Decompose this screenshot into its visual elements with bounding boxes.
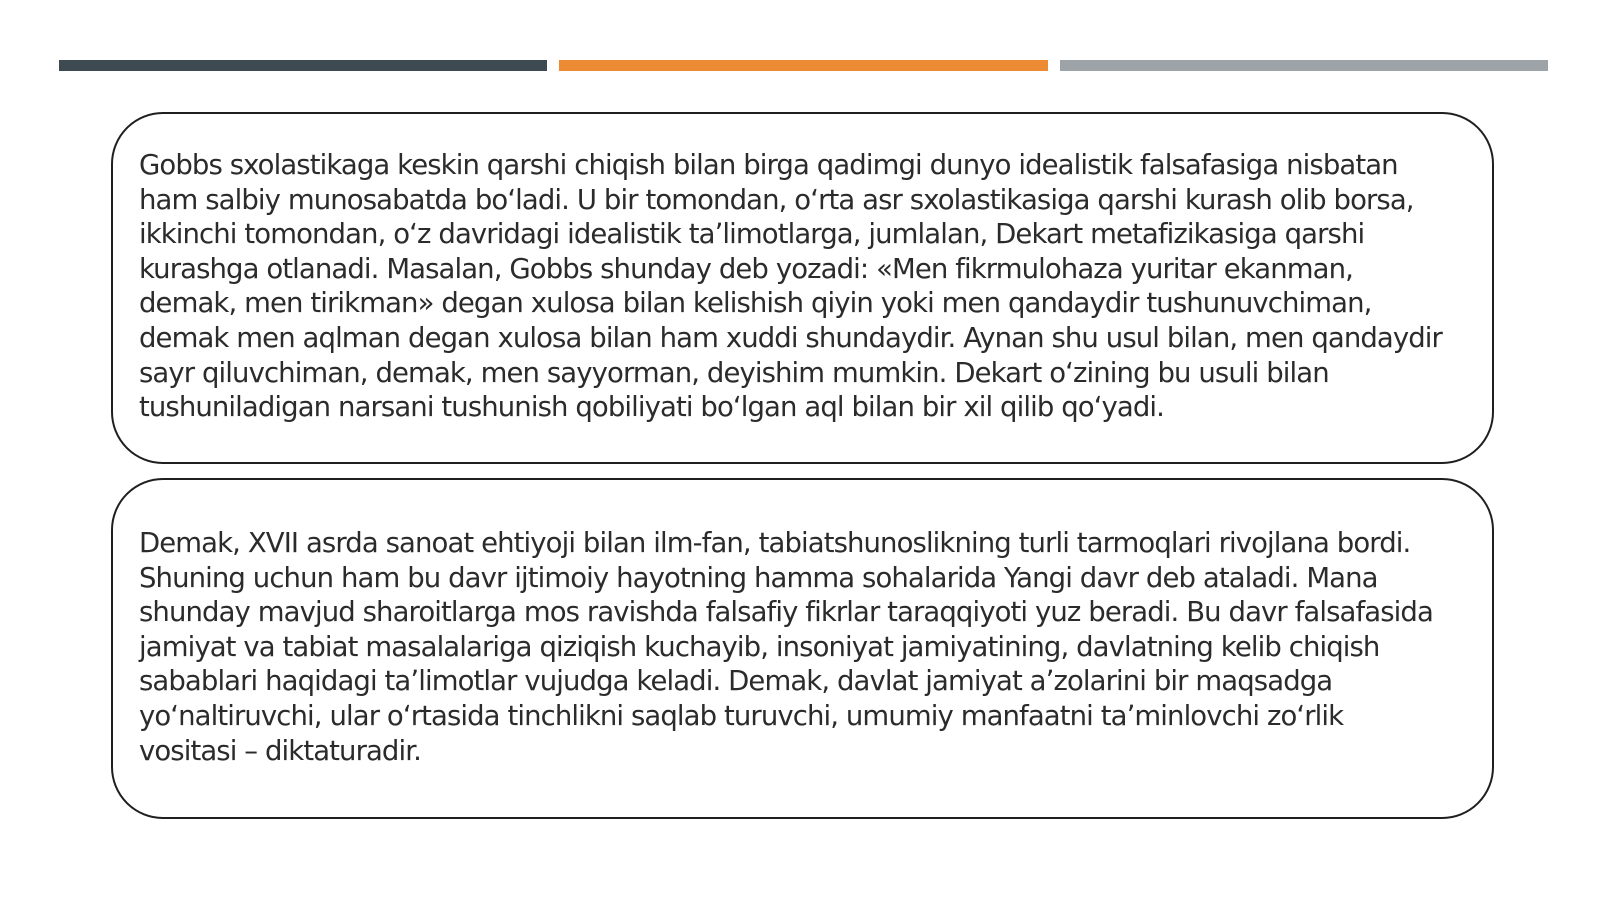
decorative-bar-gray <box>1060 60 1548 71</box>
text-box-gobbs <box>111 112 1494 464</box>
decorative-bar-dark <box>59 60 547 71</box>
decorative-bar-orange <box>559 60 1048 71</box>
text-box-xvii-century <box>111 478 1494 819</box>
paragraph-xvii-century: Demak, XVII asrda sanoat ehtiyoji bilan ilm-fan, tabiatshunoslikning turli tarmoqlari rivojlana bordi. Shuning uchun ham bu davr ijtimoiy hayotning hamma sohalarida Yangi davr deb ataladi. Mana shunday mavjud sharoitlarga mos ravishda falsafiy fikrlar taraqqiyoti yuz beradi. Bu davr falsafasida jamiyat va tabiat masalalariga qiziqish kuchayib, insoniyat jamiyatining, davlatning kelib chiqish sabablari haqidagi taʼlimotlar vujudga keladi. Demak, davlat jamiyat aʼzolarini bir maqsadga yoʻnaltiruvchi, ular oʻrtasida tinchlikni saqlab turuvchi, umumiy manfaatni taʼminlovchi zoʻrlik vositasi – diktaturadir. <box>139 527 1433 767</box>
paragraph-gobbs: Gobbs sxolastikaga keskin qarshi chiqish bilan birga qadimgi dunyo idealistik falsafasiga nisbatan ham salbiy munosabatda boʻladi. U bir tomondan, oʻrta asr sxolastikasiga qarshi kurash olib borsa, ikkinchi tomondan, oʻz davridagi idealistik taʼlimotlarga, jumlalan, Dekart metafizikasiga qarshi kurashga otlanadi. Masalan, Gobbs shunday deb yozadi: «Men fikrmulohaza yuritar ekanman, demak, men tirikman» degan xulosa bilan kelishish qiyin yoki men qandaydir tushunuvchiman, demak men aqlman degan xulosa bilan ham xuddi shundaydir. Aynan shu usul bilan, men qandaydir sayr qiluvchiman, demak, men sayyorman, deyishim mumkin. Dekart oʻzining bu usuli bilan tushuniladigan narsani tushunish qobiliyati boʻlgan aql bilan bir xil qilib qoʻyadi. <box>139 149 1442 424</box>
